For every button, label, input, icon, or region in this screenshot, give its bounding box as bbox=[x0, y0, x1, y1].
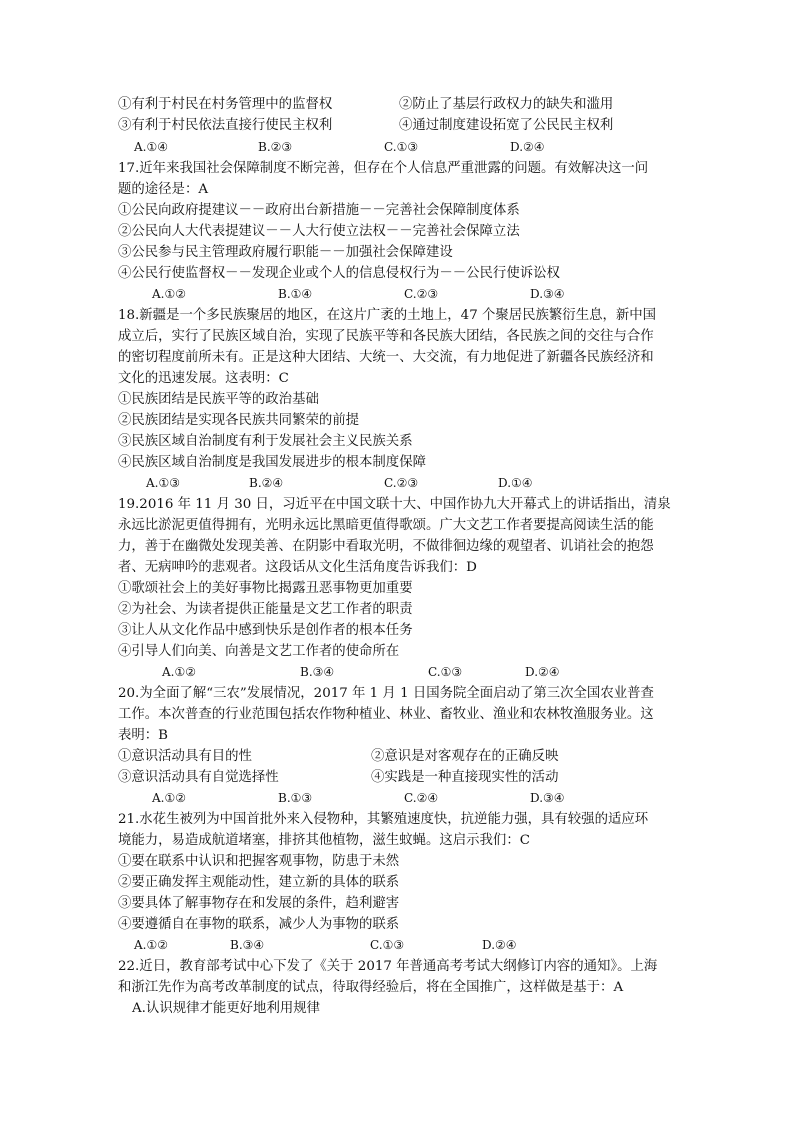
option-a: A.①② bbox=[152, 287, 186, 301]
question-text: 17.近年来我国社会保障制度不断完善，但存在个人信息严重泄露的问题。有效解决这一问 bbox=[118, 161, 649, 176]
question-text: 力，善于在幽微处发现美善、在阴影中看取光明，不做徘徊边缘的观望者、讥诮社会的抱怨 bbox=[118, 539, 654, 554]
statement: ③要具体了解事物存在和发展的条件，趋利避害 bbox=[118, 896, 400, 911]
question-text: 20.为全面了解“三农”发展情况，2017 年 1 月 1 日国务院全面启动了第三次全国农业普查 bbox=[118, 686, 654, 701]
statement-row bbox=[118, 767, 678, 788]
option-c: C.②④ bbox=[404, 791, 439, 805]
option-b: B.①④ bbox=[278, 287, 313, 301]
question-text: 文化的迅速发展。这表明：C bbox=[118, 371, 289, 386]
option-a: A.①② bbox=[134, 938, 168, 952]
option-b: B.②④ bbox=[249, 476, 284, 490]
option-c: C.①③ bbox=[428, 665, 463, 679]
question-text: 表明：B bbox=[118, 728, 169, 743]
option-a: A.认识规律才能更好地利用规律 bbox=[132, 1001, 321, 1016]
option-a: A.①④ bbox=[134, 140, 168, 154]
option-d: D.③④ bbox=[530, 791, 565, 805]
statement: ④实践是一种直接现实性的活动 bbox=[371, 770, 559, 785]
statement: ②要正确发挥主观能动性，建立新的具体的联系 bbox=[118, 875, 400, 890]
option-a: A.①③ bbox=[146, 476, 180, 490]
question-text: 22.近日，教育部考试中心下发了《关于 2017 年普通高考考试大纲修订内容的通知》。上海 bbox=[118, 959, 658, 974]
question-text: 成立后，实行了民族区域自治，实现了民族平等和各民族大团结，各民族之间的交往与合作 bbox=[118, 329, 654, 344]
statement: ③有利于村民依法直接行使民主权利 bbox=[118, 118, 333, 133]
option-a: A.①② bbox=[162, 665, 196, 679]
statement: ④通过制度建设拓宽了公民民主权利 bbox=[399, 118, 614, 133]
statement: ①有利于村民在村务管理中的监督权 bbox=[118, 97, 333, 112]
statement: ④引导人们向美、向善是文艺工作者的使命所在 bbox=[118, 644, 400, 659]
statement: ②民族团结是实现各民族共同繁荣的前提 bbox=[118, 413, 360, 428]
option-b: B.①③ bbox=[278, 791, 313, 805]
statement: ①歌颂社会上的美好事物比揭露丑恶事物更加重要 bbox=[118, 581, 413, 596]
statement: ④民族区域自治制度是我国发展进步的根本制度保障 bbox=[118, 455, 426, 470]
question-text: 的密切程度前所未有。正是这种大团结、大统一、大交流，有力地促进了新疆各民族经济和 bbox=[118, 350, 654, 365]
statement: ①民族团结是民族平等的政治基础 bbox=[118, 392, 319, 407]
question-text: 工作。本次普查的行业范围包括农作物种植业、林业、畜牧业、渔业和农林牧渔服务业。这 bbox=[118, 707, 654, 722]
statement: ③意识活动具有自觉选择性 bbox=[118, 770, 279, 785]
question-text: 永远比淤泥更值得拥有，光明永远比黑暗更值得歌颂。广大文艺工作者要提高阅读生活的能 bbox=[118, 518, 654, 533]
option-d: D.②④ bbox=[510, 140, 545, 154]
statement: ②公民向人大代表提建议－－人大行使立法权－－完善社会保障立法 bbox=[118, 224, 520, 239]
option-d: D.③④ bbox=[530, 287, 565, 301]
statement-row bbox=[118, 94, 678, 115]
statement: ①意识活动具有目的性 bbox=[118, 749, 252, 764]
question-text: 境能力，易造成航道堵塞，排挤其他植物，滋生蚊蝇。这启示我们：C bbox=[118, 833, 530, 848]
option-a: A.①② bbox=[152, 791, 186, 805]
statement: ②防止了基层行政权力的缺失和滥用 bbox=[399, 97, 614, 112]
question-text: 和浙江先作为高考改革制度的试点，待取得经验后，将在全国推广，这样做是基于：A bbox=[118, 980, 624, 995]
statement: ③民族区域自治制度有利于发展社会主义民族关系 bbox=[118, 434, 413, 449]
statement-row bbox=[118, 746, 678, 767]
option-d: D.②④ bbox=[525, 665, 560, 679]
statement: ①要在联系中认识和把握客观事物，防患于未然 bbox=[118, 854, 400, 869]
statement-row bbox=[118, 115, 678, 136]
statement: ④要遵循自在事物的联系，减少人为事物的联系 bbox=[118, 917, 400, 932]
option-c: C.②③ bbox=[404, 287, 439, 301]
option-d: D.②④ bbox=[482, 938, 517, 952]
statement: ①公民向政府提建议－－政府出台新措施－－完善社会保障制度体系 bbox=[118, 203, 520, 218]
statement: ④公民行使监督权－－发现企业或个人的信息侵权行为－－公民行使诉讼权 bbox=[118, 266, 560, 281]
option-c: C.②③ bbox=[384, 476, 419, 490]
option-b: B.③④ bbox=[300, 665, 335, 679]
question-text: 19.2016 年 11 月 30 日，习近平在中国文联十大、中国作协九大开幕式上的讲话指出，清泉 bbox=[118, 497, 671, 512]
option-d: D.①④ bbox=[498, 476, 533, 490]
statement: ②意识是对客观存在的正确反映 bbox=[371, 749, 559, 764]
question-text: 者、无病呻吟的悲观者。这段话从文化生活角度告诉我们：D bbox=[118, 560, 477, 575]
option-c: C.①③ bbox=[384, 140, 419, 154]
option-c: C.①③ bbox=[370, 938, 405, 952]
question-text: 18.新疆是一个多民族聚居的地区，在这片广袤的土地上，47 个聚居民族繁衍生息，新中国 bbox=[118, 308, 657, 323]
statement: ③让人从文化作品中感到快乐是创作者的根本任务 bbox=[118, 623, 413, 638]
option-b: B.③④ bbox=[230, 938, 265, 952]
option-b: B.②③ bbox=[258, 140, 293, 154]
statement: ②为社会、为读者提供正能量是文艺工作者的职责 bbox=[118, 602, 413, 617]
question-text: 21.水花生被列为中国首批外来入侵物种，其繁殖速度快，抗逆能力强，具有较强的适应环 bbox=[118, 812, 649, 827]
question-text: 题的途径是：A bbox=[118, 182, 209, 197]
statement: ③公民参与民主管理政府履行职能－－加强社会保障建设 bbox=[118, 245, 453, 260]
